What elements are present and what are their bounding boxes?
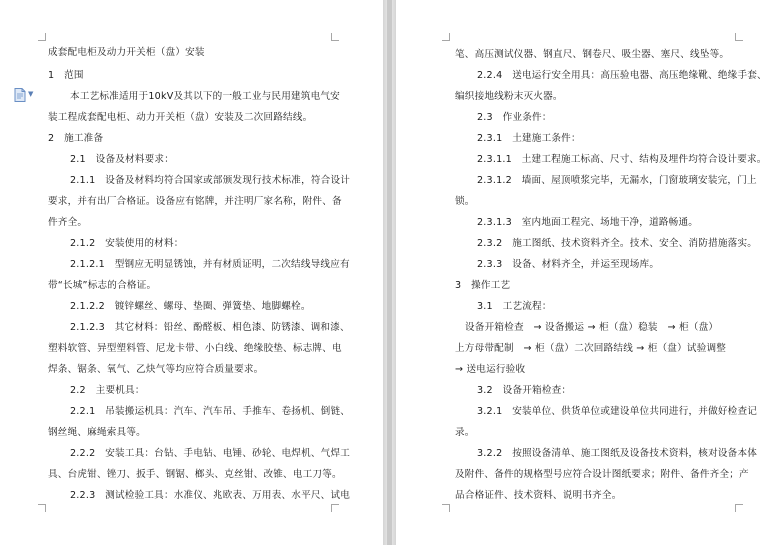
paragraph-line: 2.3.2 施工图纸、技术资料齐全。技术、安全、消防措施落实。 — [477, 238, 758, 249]
subsection-heading: 3.1 工艺流程： — [477, 301, 552, 312]
paragraph-line: 2.2.1 吊装搬运机具：汽车、汽车吊、手推车、卷扬机、倒链、 — [70, 406, 351, 417]
section-heading: 3 操作工艺 — [455, 280, 511, 291]
paragraph-line: 及附件、备件的规格型号应符合设计图纸要求；附件、备件齐全；产 — [455, 469, 749, 480]
subsection-heading: 2.3 作业条件： — [477, 112, 552, 123]
section-heading: 1 范围 — [48, 70, 84, 81]
subsection-heading: 2.2 主要机具： — [70, 385, 145, 396]
paragraph-line: 2.2.4 送电运行安全用具：高压验电器、高压绝缘靴、绝缘手套、 — [477, 70, 767, 81]
corner-mark-top-right — [331, 33, 339, 41]
process-flow-line: 上方母带配制 → 柜（盘）二次回路结线 → 柜（盘）试验调整 — [455, 343, 727, 354]
corner-mark-bottom-right — [331, 504, 339, 512]
document-page-right — [396, 0, 780, 545]
corner-mark-top-right — [735, 33, 743, 41]
paragraph-line: 钢丝绳、麻绳索具等。 — [48, 427, 146, 438]
paragraph-line: 2.2.3 测试检验工具：水准仪、兆欧表、万用表、水平尺、试电 — [70, 490, 351, 501]
corner-mark-bottom-right — [735, 504, 743, 512]
paragraph-line: 具、台虎钳、锉刀、扳手、钢锯、榔头、克丝钳、改锥、电工刀等。 — [48, 469, 342, 480]
paragraph-line: 2.1.2.1 型钢应无明显锈蚀，并有材质证明，二次结线导线应有 — [70, 259, 350, 270]
paragraph-line: 件齐全。 — [48, 217, 88, 228]
paragraph-line: 2.1.2.2 镀锌螺丝、螺母、垫圈、弹簧垫、地脚螺栓。 — [70, 301, 311, 312]
paragraph-line: 2.3.1.1 土建工程施工标高、尺寸、结构及埋件均符合设计要求。 — [477, 154, 767, 165]
paragraph-line: 带“长城”标志的合格证。 — [48, 280, 157, 291]
paragraph-line: 编织接地线粉末灭火器。 — [455, 91, 563, 102]
document-icon[interactable] — [14, 88, 26, 102]
paragraph-line: 3.2.1 安装单位、供货单位或建设单位共同进行，并做好检查记 — [477, 406, 758, 417]
process-flow-line: 设备开箱检查 → 设备搬运 → 柜（盘）稳装 → 柜（盘） — [465, 322, 719, 333]
paragraph-line: 锁。 — [455, 196, 475, 207]
paragraph-line: 2.3.1.2 墙面、屋顶喷浆完毕，无漏水，门窗玻璃安装完，门上 — [477, 175, 757, 186]
paragraph-line: 塑料软管、异型塑料管、尼龙卡带、小白线、绝缘胶垫、标志牌、电 — [48, 343, 342, 354]
corner-mark-top-left — [442, 33, 450, 41]
paragraph-line: 要求，并有出厂合格证。设备应有铭牌，并注明厂家名称，附件、备 — [48, 196, 342, 207]
document-page-left — [0, 0, 383, 545]
process-flow-line: → 送电运行验收 — [455, 364, 526, 375]
paragraph-line: 2.2.2 安装工具：台钻、手电钻、电锤、砂轮、电焊机、气焊工 — [70, 448, 351, 459]
subsection-heading: 2.3.1 土建施工条件： — [477, 133, 581, 144]
dropdown-arrow-icon[interactable]: ▼ — [28, 90, 34, 98]
paragraph-line: 2.1.1 设备及材料均符合国家或部颁发现行技术标准，符合设计 — [70, 175, 351, 186]
paragraph-line: 笔、高压测试仪器、钢直尺、钢卷尺、吸尘器、塞尺、线坠等。 — [455, 49, 730, 60]
paragraph-line: 本工艺标准适用于10kV及其以下的一般工业与民用建筑电气安 — [70, 91, 340, 102]
paragraph-line: 装工程成套配电柜、动力开关柜（盘）安装及二次回路结线。 — [48, 112, 313, 123]
subsection-heading: 2.1.2 安装使用的材料： — [70, 238, 184, 249]
subsection-heading: 2.1 设备及材料要求： — [70, 154, 175, 165]
paragraph-line: 2.1.2.3 其它材料：铅丝、酚醛板、相色漆、防锈漆、调和漆、 — [70, 322, 350, 333]
paragraph-line: 焊条、锯条、氧气、乙炔气等均应符合质量要求。 — [48, 364, 264, 375]
subsection-heading: 3.2 设备开箱检查： — [477, 385, 572, 396]
paragraph-line: 3.2.2 按照设备清单、施工图纸及设备技术资料，核对设备本体 — [477, 448, 758, 459]
corner-mark-top-left — [38, 33, 46, 41]
paragraph-line: 2.3.1.3 室内地面工程完、场地干净，道路畅通。 — [477, 217, 699, 228]
page-gutter — [383, 0, 396, 545]
paragraph-line: 品合格证件、技术资料、说明书齐全。 — [455, 490, 622, 501]
paragraph-line: 2.3.3 设备、材料齐全，并运至现场库。 — [477, 259, 660, 270]
corner-mark-bottom-left — [38, 504, 46, 512]
paragraph-line: 录。 — [455, 427, 475, 438]
section-heading: 2 施工准备 — [48, 133, 104, 144]
doc-title: 成套配电柜及动力开关柜（盘）安装 — [48, 47, 205, 58]
corner-mark-bottom-left — [442, 504, 450, 512]
